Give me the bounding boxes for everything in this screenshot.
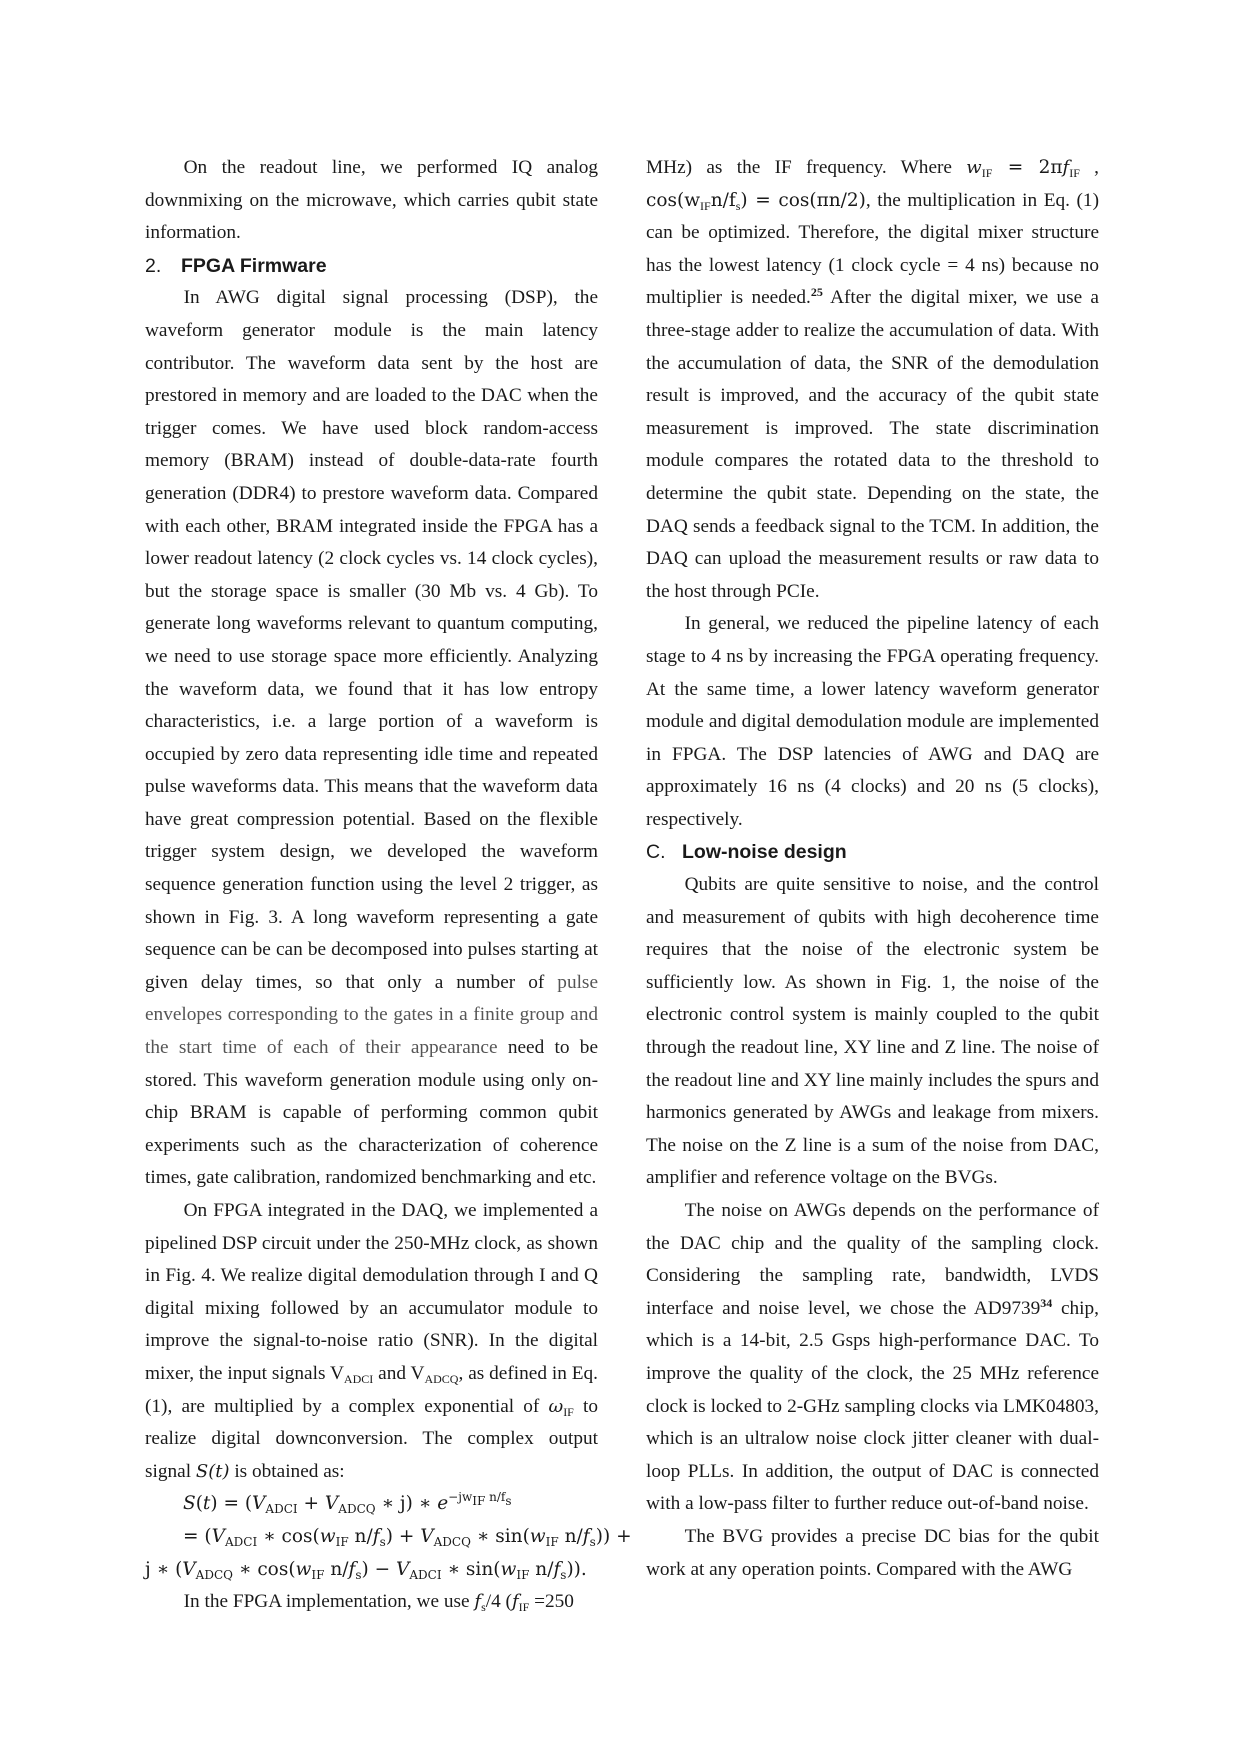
reference-number: 25	[810, 285, 823, 300]
subscript: IF	[563, 1404, 574, 1419]
text-run: The noise on AWGs depends on the performance of the DAC chip and the quality of the sampling clock. Considering the sampling rate, bandwidth, LVDS interface and noise level, we chose the AD9739	[646, 1200, 1099, 1319]
paragraph-bvg: The BVG provides a precise DC bias for the qubit work at any operation points. Compared with the AWG	[646, 1525, 1099, 1580]
reference-number: 34	[1040, 1295, 1053, 1310]
text-run: is obtained as:	[229, 1460, 345, 1482]
paragraph-daq-dsp	[145, 1195, 598, 1488]
subscript: IF	[700, 198, 711, 213]
text-run: =250	[529, 1591, 574, 1613]
subscript: IF	[981, 166, 993, 180]
paragraph-awg-dsp	[145, 282, 598, 1195]
paragraph-if-frequency	[646, 152, 1099, 608]
subscript: ADCQ	[424, 1371, 459, 1386]
section-heading-fpga-firmware	[145, 250, 598, 283]
equation-line-2: = ($V_{ADCI}$ ∗ $\cos(w_{IF}$ $n/f_s) + V_{ADCQ}$ ∗ $\sin(w_{IF}$ $n/f_s$)) +	[183, 1525, 632, 1549]
highlighted-text: pulse envelopes corresponding to the gates in a finite group and the start time of each of their appearance	[145, 971, 598, 1059]
math-cos: ) = cos(πn/2)	[740, 189, 866, 211]
paragraph-pipeline-latency: In general, we reduced the pipeline latency of each stage to 4 ns by increasing the FPGA operating frequency. At the same time, a lower latency waveform generator module and digital demodulation module are implemented in FPGA. The DSP latencies of AWG and DAQ are approximately 16 ns (4 clocks) and 20 ns (5 clocks), respectively.	[646, 613, 1099, 830]
math-cos: n/f	[710, 189, 736, 211]
text-run: need to be stored. This waveform generation module using only on-chip BRAM is capable of performing common qubit experiments such as the characterization of coherence times, gate calibration, randomized benchmarking and etc.	[145, 1037, 598, 1189]
math-omega: ω	[548, 1395, 564, 1417]
text-run: /4 (	[485, 1591, 512, 1613]
math-fs: f	[474, 1591, 482, 1613]
section-heading-low-noise	[646, 836, 1099, 869]
text-run: After the digital mixer, we use a three-stage adder to realize the accumulation of data. With the accumulation of data, the SNR of the demodulation result is improved, and the accuracy of the qubit state measurement is improved. The state discrimination module compares the rotated data to the threshold to determine the qubit state. Depending on the state, the DAQ sends a feedback signal to the TCM. In addition, the DAQ can upload the measurement results or raw data to the host through PCIe.	[646, 287, 1099, 602]
subscript: s	[481, 1600, 486, 1615]
text-run: ,	[1079, 157, 1099, 178]
equation-line-1: $S(t) = (V_{ADCI} + V_{ADCQ}$ ∗ j) ∗ $e^{-jw_{IF} n/f_s}$	[183, 1490, 512, 1517]
math-st: S(t)	[195, 1460, 230, 1482]
paragraph-awg-noise	[646, 1195, 1099, 1521]
text-run: chip, which is a 14-bit, 2.5 Gsps high-performance DAC. To improve the quality of the clock, the 25 MHz reference clock is locked to 2-GHz sampling clocks via LMK04803, which is an ultralow noise clock jitter cleaner with dual-loop PLLs. In addition, the output of DAC is connected with a low-pass filter to further reduce out-of-band noise.	[646, 1297, 1099, 1515]
text-run: MHz) as the IF frequency. Where	[646, 157, 967, 178]
subscript: IF	[518, 1600, 530, 1615]
section-title: FPGA Firmware	[181, 254, 327, 277]
paragraph-qubit-noise: Qubits are quite sensitive to noise, and the control and measurement of qubits with high decoherence time requires that the noise of the electronic system be sufficiently low. As shown in Fig. 1, the noise of the electronic control system is mainly coupled to the qubit through the readout line, XY line and Z line. The noise of the readout line and XY line mainly includes the spurs and harmonics generated by AWGs and leakage from mixers. The noise on the Z line is a sum of the noise from DAC, amplifier and reference voltage on the BVGs.	[646, 874, 1099, 1189]
text-run: and V	[373, 1362, 425, 1384]
text-run: , the multiplication in Eq. (1) can be optimized. Therefore, the digital mixer structure has the lowest latency (1 clock cycle = 4 ns) because no multiplier is needed.	[646, 189, 1099, 309]
subscript: ADCI	[343, 1371, 374, 1386]
text-run: In AWG digital signal processing (DSP), the waveform generator module is the main latency contributor. The waveform data sent by the host are prestored in memory and are loaded to the DAC when the trigger comes. We have used block random-access memory (BRAM) instead of double-data-rate fourth generation (DDR4) to prestore waveform data. Compared with each other, BRAM integrated inside the FPGA has a lower readout latency (2 clock cycles vs. 14 clock cycles), but the storage space is smaller (30 Mb vs. 4 Gb). To generate long waveforms relevant to quantum computing, we need to use storage space more efficiently. Analyzing the waveform data, we found that it has low entropy characteristics, i.e. a large portion of a waveform is occupied by zero data representing idle time and repeated pulse waveforms data. This means that the waveform data have great compression potential. Based on the flexible trigger system design, we developed the waveform sequence generation function using the level 2 trigger, as shown in Fig. 3. A long waveform representing a gate sequence can be can be decomposed into pulses starting at given delay times, so that only a number of	[145, 287, 598, 993]
section-title: Low-noise design	[682, 841, 847, 864]
math-eq: = 2π	[992, 157, 1063, 178]
paragraph-fpga-implementation	[145, 1586, 598, 1619]
math-cos: cos(w	[646, 189, 701, 211]
text-run: On FPGA integrated in the DAQ, we implemented a pipelined DSP circuit under the 250-MHz clock, as shown in Fig. 4. We realize digital demodulation through I and Q digital mixing followed by an accumulator module to improve the signal-to-noise ratio (SNR). In the digital mixer, the input signals V	[145, 1200, 598, 1384]
subscript: IF	[1069, 166, 1080, 180]
math-f: f	[1062, 157, 1070, 178]
section-number: C.	[646, 841, 666, 864]
math-w: w	[966, 157, 982, 178]
section-number: 2.	[145, 254, 162, 277]
text-run: In the FPGA implementation, we use	[183, 1591, 475, 1613]
left-column	[145, 152, 632, 1619]
text-run: to realize digital downconversion. The complex output signal	[145, 1395, 599, 1482]
paragraph-readout-line: On the readout line, we performed IQ analog downmixing on the microwave, which carries qubit state information.	[145, 157, 598, 244]
math-fif: f	[511, 1591, 519, 1613]
equation-line-3: j ∗ ($V_{ADCQ}$ ∗ $\cos(w_{IF}$ $n/f_s) - V_{ADCI}$ ∗ $\sin(w_{IF}$ $n/f_s$)).	[145, 1558, 587, 1582]
right-column	[646, 152, 1099, 1586]
text-run: , as defined in Eq. (1), are multiplied by a complex exponential of	[145, 1362, 598, 1417]
subscript: s	[735, 198, 741, 213]
